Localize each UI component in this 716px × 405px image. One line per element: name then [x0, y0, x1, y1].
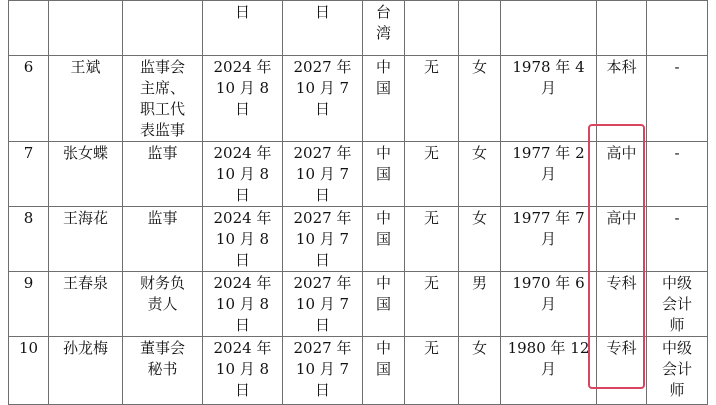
birth-date-cell: 1978 年 4 月 [501, 56, 597, 142]
education-cell: 高中 [597, 207, 647, 272]
table-row [9, 56, 708, 142]
education-cell: 本科 [597, 56, 647, 142]
term-end-cell: 2027 年 10 月 7 日 [283, 56, 363, 142]
row-number-cell: 10 [9, 337, 49, 405]
term-end-cell: 2027 年 10 月 7 日 [283, 272, 363, 337]
term-start-cell: 2024 年 10 月 8 日 [203, 56, 283, 142]
table-row [9, 272, 708, 337]
personnel-table-container [8, 0, 707, 405]
overseas-residency-cell: 无 [405, 142, 459, 207]
professional-title-cell: - [647, 56, 708, 142]
professional-title-cell: - [647, 207, 708, 272]
table-row [9, 1, 708, 56]
gender-cell: 女 [459, 56, 501, 142]
personnel-table [8, 0, 708, 405]
gender-cell: 女 [459, 142, 501, 207]
table-row [9, 337, 708, 405]
table-body [9, 1, 708, 405]
term-start-cell: 2024 年 10 月 8 日 [203, 207, 283, 272]
birth-date-cell: 1980 年 12 月 [501, 337, 597, 405]
name-cell: 张女蝶 [49, 142, 123, 207]
name-cell: 王海花 [49, 207, 123, 272]
table-row [9, 142, 708, 207]
row-number-cell [9, 1, 49, 56]
position-cell: 监事会 主席、 职工代 表监事 [123, 56, 203, 142]
overseas-residency-cell: 无 [405, 56, 459, 142]
term-end-cell: 日 [283, 1, 363, 56]
overseas-residency-cell [405, 1, 459, 56]
gender-cell: 女 [459, 337, 501, 405]
nationality-cell: 中 国 [363, 337, 405, 405]
professional-title-cell: - [647, 142, 708, 207]
gender-cell: 女 [459, 207, 501, 272]
overseas-residency-cell: 无 [405, 272, 459, 337]
birth-date-cell [501, 1, 597, 56]
professional-title-cell: 中级 会计 师 [647, 272, 708, 337]
professional-title-cell [647, 1, 708, 56]
gender-cell: 男 [459, 272, 501, 337]
nationality-cell: 台 湾 [363, 1, 405, 56]
birth-date-cell: 1977 年 7 月 [501, 207, 597, 272]
position-cell: 监事 [123, 142, 203, 207]
name-cell [49, 1, 123, 56]
row-number-cell: 7 [9, 142, 49, 207]
nationality-cell: 中 国 [363, 272, 405, 337]
row-number-cell: 6 [9, 56, 49, 142]
birth-date-cell: 1977 年 2 月 [501, 142, 597, 207]
education-cell [597, 1, 647, 56]
position-cell: 监事 [123, 207, 203, 272]
nationality-cell: 中 国 [363, 56, 405, 142]
gender-cell [459, 1, 501, 56]
overseas-residency-cell: 无 [405, 337, 459, 405]
row-number-cell: 9 [9, 272, 49, 337]
name-cell: 孙龙梅 [49, 337, 123, 405]
name-cell: 王春泉 [49, 272, 123, 337]
term-end-cell: 2027 年 10 月 7 日 [283, 142, 363, 207]
term-start-cell: 2024 年 10 月 8 日 [203, 272, 283, 337]
name-cell: 王斌 [49, 56, 123, 142]
professional-title-cell: 中级 会计 师 [647, 337, 708, 405]
position-cell [123, 1, 203, 56]
education-cell: 高中 [597, 142, 647, 207]
education-cell: 专科 [597, 337, 647, 405]
term-start-cell: 2024 年 10 月 8 日 [203, 337, 283, 405]
position-cell: 财务负 责人 [123, 272, 203, 337]
nationality-cell: 中 国 [363, 142, 405, 207]
term-end-cell: 2027 年 10 月 7 日 [283, 207, 363, 272]
overseas-residency-cell: 无 [405, 207, 459, 272]
term-start-cell: 2024 年 10 月 8 日 [203, 142, 283, 207]
table-row [9, 207, 708, 272]
term-end-cell: 2027 年 10 月 7 日 [283, 337, 363, 405]
nationality-cell: 中 国 [363, 207, 405, 272]
education-cell: 专科 [597, 272, 647, 337]
row-number-cell: 8 [9, 207, 49, 272]
birth-date-cell: 1970 年 6 月 [501, 272, 597, 337]
position-cell: 董事会 秘书 [123, 337, 203, 405]
term-start-cell: 日 [203, 1, 283, 56]
